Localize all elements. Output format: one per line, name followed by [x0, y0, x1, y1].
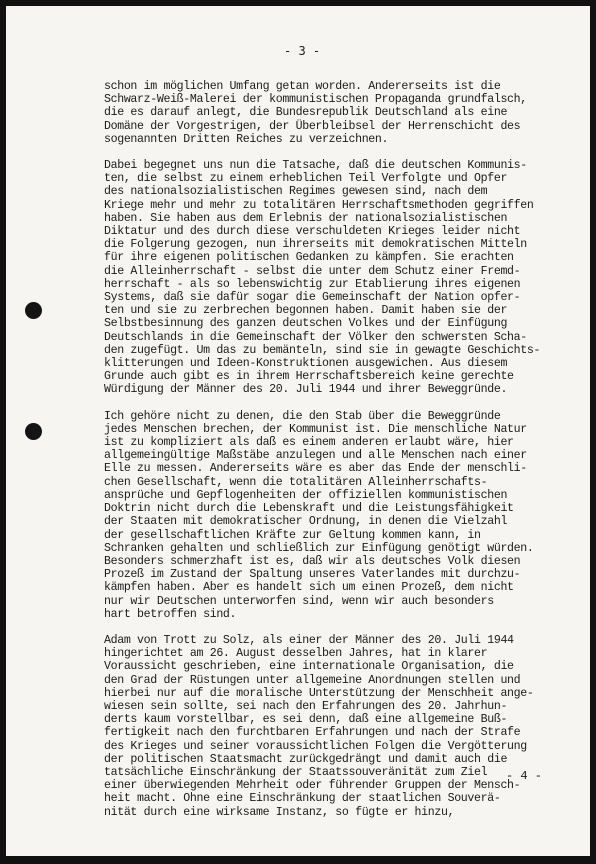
text-line: den zugefügt. Um das zu bemänteln, sind sie in gewagte Geschichts- [104, 343, 541, 357]
text-line: der gesellschaftlichen Kräfte zur Geltung kommen kann, in [104, 528, 481, 542]
scan-border-top [0, 0, 596, 6]
text-line: nur wir Deutschen unterworfen sind, wenn wir auch besonders [104, 594, 494, 608]
punch-hole-upper [25, 302, 42, 319]
text-line: wiesen sein sollte, sei nach den Erfahrungen des 20. Jahrhun- [104, 699, 508, 713]
scan-border-bottom [0, 856, 596, 864]
scan-border-right [590, 0, 596, 864]
paragraph-3 [104, 410, 584, 621]
text-line: hingerichtet am 26. August desselben Jahres, hat in klarer [104, 647, 488, 661]
text-line: Elle zu messen. Andererseits wäre es aber das Ende der menschli- [104, 462, 527, 476]
text-line: Dabei begegnet uns nun die Tatsache, daß die deutschen Kommunis- [104, 159, 527, 173]
text-line: Prozeß im Zustand der Spaltung unseres Vaterlandes mit durchzu- [104, 568, 521, 582]
text-line: die es darauf anlegt, die Bundesrepublik Deutschland als eine [104, 106, 508, 120]
text-line: tatsächliche Einschränkung der Staatssouveränität zum Ziel [104, 765, 488, 779]
text-line: für ihre eigenen politischen Gedanken zu kämpfen. Sie erachten [104, 251, 514, 265]
text-line: Besonders schmerzhaft ist es, daß wir als deutsches Volk diesen [104, 554, 521, 568]
text-line: allgemeingültige Maßstäbe anzulegen und alle Menschen nach einer [104, 449, 527, 463]
text-line: Diktatur und des durch diese verschuldeten Krieges leider nicht [104, 225, 521, 239]
text-line: nität durch eine wirksame Instanz, so fügte er hinzu, [104, 805, 455, 819]
text-line: Doktrin nicht durch die Lebenskraft und die Leistungsfähigkeit [104, 502, 514, 516]
text-line: haben. Sie haben aus dem Erlebnis der nationalsozialistischen [104, 211, 508, 225]
text-line: den Grad der Rüstungen unter allgemeine Anordnungen stellen und [104, 673, 521, 687]
paragraph-4 [104, 634, 584, 819]
paragraph-2 [104, 159, 584, 397]
text-line: Kriege mehr und mehr zu totalitären Herrschaftsmethoden gegriffen [104, 198, 534, 212]
text-line: Schwarz-Weiß-Malerei der kommunistischen Propaganda grundfalsch, [104, 93, 527, 107]
text-line: ten, die selbst zu einem erheblichen Teil Verfolgte und Opfer [104, 172, 508, 186]
text-line: klitterungen und Ideen-Konstruktionen ausgewichen. Aus diesem [104, 357, 508, 371]
paragraph-1 [104, 80, 584, 146]
text-line: die Alleinherrschaft - selbst die unter dem Schutz einer Fremd- [104, 264, 521, 278]
text-line: Domäne der Vorgestrigen, der Überbleibsel der Herrenschicht des [104, 119, 521, 133]
text-line: Würdigung der Männer des 20. Juli 1944 und ihrer Beweggründe. [104, 383, 508, 397]
text-line: ist zu kompliziert als daß es einem anderen erlaubt wäre, hier [104, 436, 514, 450]
text-line: derts kaum vorstellbar, es sei denn, daß eine allgemeine Buß- [104, 713, 508, 727]
text-line: der politischen Staatsmacht zurückgedrängt und damit auch die [104, 752, 508, 766]
text-line: Adam von Trott zu Solz, als einer der Männer des 20. Juli 1944 [104, 633, 514, 647]
text-line: heit macht. Ohne eine Einschränkung der staatlichen Souverä- [104, 792, 501, 806]
text-line: der Staaten mit demokratischer Ordnung, in denen die Vielzahl [104, 515, 508, 529]
text-line: einer überwiegenden Mehrheit oder führender Gruppen der Mensch- [104, 779, 521, 793]
text-line: jedes Menschen brechen, der Kommunist ist. Die menschliche Natur [104, 422, 527, 436]
text-line: Deutschlands in die Gemeinschaft der Völker den schwersten Scha- [104, 330, 527, 344]
text-line: hart betroffen sind. [104, 607, 237, 621]
text-line: herrschaft - als so lebenswichtig zur Etablierung ihres eigenen [104, 277, 521, 291]
text-line: fertigkeit nach den furchtbaren Erfahrungen und nach der Strafe [104, 726, 521, 740]
scan-border-left [0, 0, 6, 864]
text-line: Selbstbesinnung des ganzen deutschen Volkes und der Einfügung [104, 317, 508, 331]
page-number: - 3 - [284, 44, 321, 58]
text-line: des nationalsozialistischen Regimes gewesen sind, nach dem [104, 185, 488, 199]
text-line: ansprüche und Gepflogenheiten der offiziellen kommunistischen [104, 488, 508, 502]
text-line: ten und sie zu zerbrechen begonnen haben. Damit haben sie der [104, 304, 508, 318]
text-line: Voraussicht geschrieben, eine internationale Organisation, die [104, 660, 514, 674]
text-line: des Krieges und seiner voraussichtlichen Folgen die Vergötterung [104, 739, 527, 753]
text-line: kämpfen haben. Aber es handelt sich um einen Prozeß, dem nicht [104, 581, 514, 595]
text-line: hierbei nur auf die moralische Unterstützung der Menschheit ange- [104, 686, 534, 700]
text-line: Ich gehöre nicht zu denen, die den Stab über die Beweggründe [104, 409, 501, 423]
continuation-marker: - 4 - [506, 769, 543, 783]
text-line: Grunde auch gibt es in ihrem Herrschaftsbereich keine gerechte [104, 370, 514, 384]
punch-hole-lower [25, 423, 42, 440]
text-line: sogenannten Dritten Reiches zu verzeichnen. [104, 132, 389, 146]
text-line: schon im möglichen Umfang getan worden. Andererseits ist die [104, 80, 501, 93]
text-line: Schranken gehalten und schließlich zur Einfügung genötigt würden. [104, 541, 534, 555]
text-line: die Folgerung gezogen, nun ihrerseits mit demokratischen Mitteln [104, 238, 527, 252]
text-line: chen Gesellschaft, wenn die totalitären Alleinherrschafts- [104, 475, 488, 489]
document-body [104, 80, 584, 832]
text-line: Systems, daß sie dafür sogar die Gemeinschaft der Nation opfer- [104, 291, 521, 305]
